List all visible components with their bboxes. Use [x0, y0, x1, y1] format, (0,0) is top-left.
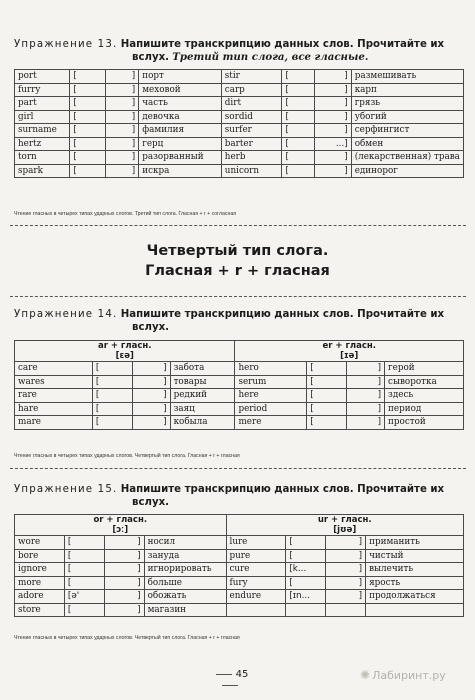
transcription-open-cell[interactable]: [: [282, 97, 314, 111]
transcription-close-cell[interactable]: ]: [132, 362, 170, 376]
transcription-close-cell[interactable]: ]: [347, 402, 385, 416]
transcription-open-cell[interactable]: [: [70, 137, 106, 151]
translation-cell: забота: [170, 362, 235, 376]
translation-cell: сыворотка: [385, 375, 464, 389]
transcription-open-cell[interactable]: [: [286, 536, 326, 550]
translation-cell: игнорировать: [144, 563, 226, 577]
transcription-close-cell[interactable]: ]: [106, 137, 139, 151]
transcription-open-cell[interactable]: [: [286, 549, 326, 563]
transcription-open-cell[interactable]: [: [64, 576, 104, 590]
table-row: [15, 402, 464, 416]
word-cell: wore: [15, 536, 65, 550]
translation-cell: часть: [139, 97, 222, 111]
word-cell: barter: [221, 137, 282, 151]
page-number: 45: [200, 669, 260, 691]
table-row: [15, 549, 464, 563]
table-row: [15, 110, 464, 124]
translation-cell: герой: [385, 362, 464, 376]
word-cell: stir: [221, 70, 282, 84]
translation-cell: серфингист: [351, 124, 463, 138]
transcription-open-cell[interactable]: [: [70, 83, 106, 97]
exercise-13-title: Упражнение 13. Напишите транскрипцию данных слов. Прочитайте их вслух. Третий тип слога, все гласные.: [14, 39, 445, 63]
transcription-close-cell[interactable]: ]: [326, 563, 366, 577]
table-row: [15, 362, 464, 376]
transcription-open-cell[interactable]: [ə': [64, 590, 104, 604]
word-cell: mare: [15, 416, 93, 430]
transcription-close-cell[interactable]: ]: [326, 590, 366, 604]
word-cell: cure: [226, 563, 286, 577]
word-cell: store: [15, 603, 65, 617]
translation-cell: порт: [139, 70, 222, 84]
transcription-close-cell[interactable]: ]: [347, 362, 385, 376]
transcription-open-cell[interactable]: [: [70, 151, 106, 165]
translation-cell: вылечить: [366, 563, 464, 577]
transcription-open-cell[interactable]: [: [92, 362, 132, 376]
word-cell: pure: [226, 549, 286, 563]
transcription-open-cell[interactable]: [: [70, 97, 106, 111]
transcription-close-cell[interactable]: ]: [104, 576, 144, 590]
table-row: [15, 416, 464, 430]
transcription-open-cell[interactable]: [: [307, 362, 347, 376]
exercise-15-footnote: Чтение гласных в четырех типах ударных слогов. Четвертый тип слога. Гласная + r + гласная: [14, 635, 240, 641]
header-or: or + гласн. [ɔː]: [15, 515, 227, 536]
transcription-open-cell[interactable]: [: [282, 70, 314, 84]
transcription-open-cell[interactable]: [: [307, 416, 347, 430]
translation-cell: обожать: [144, 590, 226, 604]
transcription-open-cell[interactable]: [: [282, 83, 314, 97]
table-row: [15, 563, 464, 577]
word-cell: wares: [15, 375, 93, 389]
table-row: [15, 97, 464, 111]
exercise-15-table: [14, 514, 464, 617]
translation-cell: фамилия: [139, 124, 222, 138]
header-er: er + гласн. [ɪə]: [235, 341, 464, 362]
word-cell: surfer: [221, 124, 282, 138]
translation-cell: единорог: [351, 164, 463, 178]
word-cell: furry: [15, 83, 70, 97]
word-cell: spark: [15, 164, 70, 178]
transcription-open-cell[interactable]: [k...: [286, 563, 326, 577]
transcription-close-cell[interactable]: ]: [326, 536, 366, 550]
translation-cell: чистый: [366, 549, 464, 563]
transcription-close-cell[interactable]: ]: [314, 70, 351, 84]
transcription-open-cell[interactable]: [: [92, 402, 132, 416]
translation-cell: приманить: [366, 536, 464, 550]
transcription-open-cell[interactable]: [: [64, 549, 104, 563]
transcription-close-cell[interactable]: ]: [314, 83, 351, 97]
watermark: ✺ Лабиринт.ру: [360, 668, 446, 682]
transcription-open-cell[interactable]: [: [286, 576, 326, 590]
table-row: [15, 83, 464, 97]
transcription-close-cell[interactable]: ]: [106, 110, 139, 124]
transcription-close-cell[interactable]: ]: [132, 402, 170, 416]
header-ur: ur + гласн. [jʊə]: [226, 515, 464, 536]
table-row: [15, 590, 464, 604]
transcription-open-cell[interactable]: [: [307, 402, 347, 416]
exercise-14-title: Упражнение 14. Напишите транскрипцию данных слов. Прочитайте их вслух.: [14, 309, 445, 333]
word-cell: hare: [15, 402, 93, 416]
exercise-13-table: [14, 69, 464, 178]
word-cell: surname: [15, 124, 70, 138]
word-cell: fury: [226, 576, 286, 590]
word-cell: carp: [221, 83, 282, 97]
word-cell: unicorn: [221, 164, 282, 178]
transcription-close-cell[interactable]: ]: [104, 563, 144, 577]
word-cell: hertz: [15, 137, 70, 151]
word-cell: here: [235, 389, 307, 403]
translation-cell: редкий: [170, 389, 235, 403]
translation-cell: грязь: [351, 97, 463, 111]
word-cell: serum: [235, 375, 307, 389]
translation-cell: убогий: [351, 110, 463, 124]
translation-cell: меховой: [139, 83, 222, 97]
transcription-close-cell[interactable]: ]: [347, 389, 385, 403]
table-row: [15, 164, 464, 178]
transcription-open-cell[interactable]: [: [92, 416, 132, 430]
transcription-close-cell[interactable]: ]: [104, 603, 144, 617]
exercise-15-title: Упражнение 15. Напишите транскрипцию данных слов. Прочитайте их вслух.: [14, 484, 445, 508]
word-cell: period: [235, 402, 307, 416]
translation-cell: девочка: [139, 110, 222, 124]
transcription-close-cell[interactable]: ]: [106, 151, 139, 165]
section-divider: [10, 296, 466, 297]
transcription-close-cell[interactable]: ]: [314, 97, 351, 111]
translation-cell: магазин: [144, 603, 226, 617]
translation-cell: разорванный: [139, 151, 222, 165]
translation-cell: кобыла: [170, 416, 235, 430]
transcription-open-cell[interactable]: [: [307, 389, 347, 403]
transcription-open-cell[interactable]: [: [64, 603, 104, 617]
table-row: [15, 124, 464, 138]
exercise-14-table: [14, 340, 464, 430]
table-header: [15, 341, 464, 362]
word-cell: bore: [15, 549, 65, 563]
word-cell: herb: [221, 151, 282, 165]
word-cell: ignore: [15, 563, 65, 577]
transcription-close-cell[interactable]: ]: [132, 389, 170, 403]
transcription-open-cell[interactable]: [: [282, 164, 314, 178]
section-heading: Четвертый тип слога. Гласная + r + гласная: [145, 243, 330, 279]
word-cell: adore: [15, 590, 65, 604]
word-cell: [226, 603, 286, 617]
transcription-close-cell[interactable]: ]: [106, 83, 139, 97]
translation-cell: герц: [139, 137, 222, 151]
transcription-close-cell[interactable]: ]: [104, 536, 144, 550]
word-cell: girl: [15, 110, 70, 124]
transcription-close-cell[interactable]: ]: [104, 549, 144, 563]
table-row: [15, 389, 464, 403]
translation-cell: продолжаться: [366, 590, 464, 604]
translation-cell: обмен: [351, 137, 463, 151]
transcription-close-cell[interactable]: ]: [347, 375, 385, 389]
word-cell: dirt: [221, 97, 282, 111]
table-row: [15, 151, 464, 165]
transcription-open-cell[interactable]: [ɪn...: [286, 590, 326, 604]
transcription-close-cell[interactable]: [326, 603, 366, 617]
translation-cell: больше: [144, 576, 226, 590]
translation-cell: карп: [351, 83, 463, 97]
translation-cell: товары: [170, 375, 235, 389]
translation-cell: простой: [385, 416, 464, 430]
transcription-close-cell[interactable]: ]: [106, 124, 139, 138]
transcription-close-cell[interactable]: ]: [326, 549, 366, 563]
table-row: [15, 603, 464, 617]
transcription-close-cell[interactable]: ]: [314, 164, 351, 178]
transcription-open-cell[interactable]: [: [64, 563, 104, 577]
transcription-close-cell[interactable]: ]: [104, 590, 144, 604]
transcription-open-cell[interactable]: [: [282, 124, 314, 138]
section-divider: [10, 225, 466, 226]
transcription-open-cell[interactable]: [: [92, 389, 132, 403]
transcription-open-cell[interactable]: [: [92, 375, 132, 389]
word-cell: hero: [235, 362, 307, 376]
header-ar: ar + гласн. [ɛə]: [15, 341, 235, 362]
transcription-open-cell[interactable]: [: [70, 70, 106, 84]
word-cell: part: [15, 97, 70, 111]
translation-cell: [366, 603, 464, 617]
table-row: [15, 375, 464, 389]
transcription-open-cell[interactable]: [286, 603, 326, 617]
word-cell: rare: [15, 389, 93, 403]
exercise-14-footnote: Чтение гласных в четырех типах ударных слогов. Четвертый тип слога. Гласная + r + гласная: [14, 453, 240, 459]
sun-icon: ✺: [360, 668, 371, 682]
transcription-open-cell[interactable]: [: [70, 124, 106, 138]
transcription-open-cell[interactable]: [: [70, 164, 106, 178]
word-cell: care: [15, 362, 93, 376]
transcription-close-cell[interactable]: ]: [132, 375, 170, 389]
word-cell: torn: [15, 151, 70, 165]
transcription-open-cell[interactable]: [: [307, 375, 347, 389]
transcription-close-cell[interactable]: ]: [314, 151, 351, 165]
transcription-close-cell[interactable]: ...]: [314, 137, 351, 151]
word-cell: sordid: [221, 110, 282, 124]
transcription-open-cell[interactable]: [: [282, 151, 314, 165]
translation-cell: (лекарственная) трава: [351, 151, 463, 165]
table-row: [15, 576, 464, 590]
transcription-close-cell[interactable]: ]: [326, 576, 366, 590]
transcription-close-cell[interactable]: ]: [106, 164, 139, 178]
table-row: [15, 536, 464, 550]
exercise-13-footnote: Чтение гласных в четырех типах ударных слогов. Третий тип слога. Гласная + r + согласная: [14, 211, 237, 217]
table-header: [15, 515, 464, 536]
translation-cell: размешивать: [351, 70, 463, 84]
transcription-open-cell[interactable]: [: [282, 110, 314, 124]
transcription-open-cell[interactable]: [: [282, 137, 314, 151]
word-cell: lure: [226, 536, 286, 550]
translation-cell: зануда: [144, 549, 226, 563]
translation-cell: здесь: [385, 389, 464, 403]
transcription-close-cell[interactable]: ]: [132, 416, 170, 430]
table-row: [15, 70, 464, 84]
table-row: [15, 137, 464, 151]
translation-cell: искра: [139, 164, 222, 178]
translation-cell: заяц: [170, 402, 235, 416]
word-cell: mere: [235, 416, 307, 430]
translation-cell: период: [385, 402, 464, 416]
transcription-open-cell[interactable]: [: [64, 536, 104, 550]
translation-cell: носил: [144, 536, 226, 550]
word-cell: endure: [226, 590, 286, 604]
transcription-close-cell[interactable]: ]: [106, 97, 139, 111]
transcription-open-cell[interactable]: [: [70, 110, 106, 124]
section-divider: [10, 468, 466, 469]
translation-cell: ярость: [366, 576, 464, 590]
transcription-close-cell[interactable]: ]: [347, 416, 385, 430]
transcription-close-cell[interactable]: ]: [314, 124, 351, 138]
word-cell: more: [15, 576, 65, 590]
word-cell: port: [15, 70, 70, 84]
transcription-close-cell[interactable]: ]: [314, 110, 351, 124]
transcription-close-cell[interactable]: ]: [106, 70, 139, 84]
